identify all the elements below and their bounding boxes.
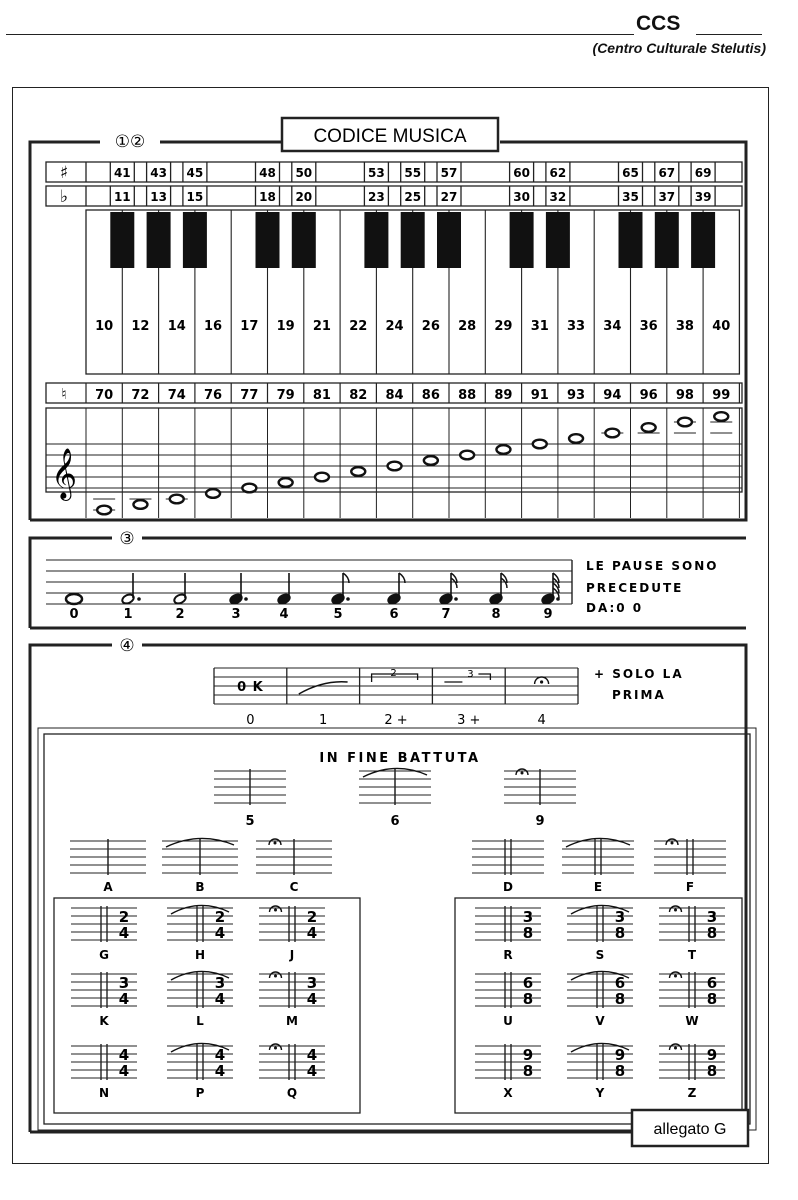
time-sig-numerator: 9 (522, 1046, 534, 1064)
duration-label: 3 (231, 607, 241, 622)
time-sig-numerator: 4 (118, 1046, 130, 1064)
time-sig-fermata-dot (274, 975, 277, 978)
sharp-code: 67 (658, 166, 676, 180)
whole-note (460, 451, 474, 460)
natural-symbol: ♮ (61, 385, 67, 403)
black-key (183, 212, 207, 268)
whole-note (533, 440, 547, 449)
natural-code: 96 (639, 388, 658, 403)
black-key (256, 212, 280, 268)
fermata-dot (540, 680, 543, 683)
duration-label: 8 (491, 607, 501, 622)
time-sig-denominator: 8 (706, 990, 718, 1008)
sharp-code-row (46, 162, 742, 183)
sharp-code: 65 (622, 166, 639, 180)
white-key-code: 14 (167, 319, 186, 334)
whole-note (351, 467, 365, 476)
duration-dot (346, 597, 350, 601)
sharp-code: 45 (186, 166, 204, 180)
time-sig-label: X (503, 1086, 513, 1100)
white-key-code: 38 (675, 319, 694, 334)
duration-dot (137, 597, 141, 601)
whole-note (133, 500, 147, 509)
time-sig-fermata-dot (274, 909, 277, 912)
duration-label: 7 (441, 607, 451, 622)
natural-code: 82 (349, 388, 368, 403)
time-sig-denominator: 8 (706, 1062, 718, 1080)
section-1-keyboard (30, 118, 746, 520)
duration-label: 9 (543, 607, 553, 622)
bar-type-label: C (289, 880, 299, 894)
piano-keyboard (86, 210, 739, 374)
time-sig-denominator: 8 (522, 1062, 534, 1080)
natural-code: 84 (385, 388, 404, 403)
whole-note (388, 462, 402, 471)
tuplet-3-label: 3 (467, 669, 474, 680)
black-key (437, 212, 461, 268)
time-sig-numerator: 3 (614, 908, 626, 926)
bar-type-label: F (685, 880, 695, 894)
time-sig-numerator: 3 (706, 908, 718, 926)
natural-code: 81 (312, 388, 331, 403)
header-subtitle: (Centro Culturale Stelutis) (592, 40, 766, 56)
fine-barlines (214, 768, 576, 829)
whole-note (315, 473, 329, 482)
time-sig-label: S (595, 948, 605, 962)
sharp-code: 69 (694, 166, 712, 180)
white-key-code: 21 (312, 319, 331, 334)
natural-code: 98 (675, 388, 694, 403)
duration-label: 6 (389, 607, 399, 622)
sharp-code: 53 (368, 166, 385, 180)
pitch-staff (46, 408, 742, 518)
flat-code: 18 (259, 190, 276, 204)
option-label: 1 (319, 713, 328, 728)
duration-label: 1 (123, 607, 133, 622)
whole-note (605, 429, 619, 438)
sharp-code: 62 (549, 166, 567, 180)
time-sig-label: Y (595, 1086, 605, 1100)
natural-code: 79 (276, 388, 295, 403)
section-3-durations (30, 529, 746, 628)
time-sig-label: Q (286, 1086, 298, 1100)
flat-symbol: ♭ (59, 187, 69, 207)
section-4-barlines (30, 636, 756, 1146)
time-sig-fermata-dot (274, 1047, 277, 1050)
flat-code: 23 (368, 190, 385, 204)
option-label: 2 + (384, 713, 408, 728)
natural-code: 86 (421, 388, 440, 403)
black-key (510, 212, 534, 268)
duration-staff (46, 560, 572, 622)
time-sig-numerator: 4 (214, 1046, 226, 1064)
whole-note (170, 495, 184, 504)
white-key-code: 22 (349, 319, 368, 334)
bar-type-tie (566, 838, 630, 847)
option-slur (299, 682, 348, 694)
white-key-code: 10 (95, 319, 114, 334)
whole-note (496, 445, 510, 454)
treble-clef: 𝄞 (50, 448, 78, 499)
natural-code: 70 (95, 388, 114, 403)
white-key-code: 16 (204, 319, 223, 334)
whole-note (242, 484, 256, 493)
white-key-code: 26 (421, 319, 440, 334)
time-sig-numerator: 9 (614, 1046, 626, 1064)
sharp-code: 43 (150, 166, 167, 180)
time-sig-denominator: 8 (614, 990, 626, 1008)
white-key-code: 40 (712, 319, 731, 334)
flat-code: 27 (440, 190, 458, 204)
white-key-code: 33 (567, 319, 586, 334)
staff-frame (46, 408, 742, 492)
flat-code: 35 (622, 190, 639, 204)
time-sig-fermata-dot (674, 909, 677, 912)
fine-bar-label: 6 (390, 814, 400, 829)
bar-type-label: E (593, 880, 603, 894)
sharp-code: 41 (113, 166, 131, 180)
time-sig-label: W (685, 1014, 699, 1028)
time-sig-numerator: 3 (214, 974, 226, 992)
time-sig-numerator: 9 (706, 1046, 718, 1064)
section1-title: CODICE MUSICA (313, 126, 467, 147)
time-sig-label: T (687, 948, 697, 962)
time-sig-denominator: 4 (118, 1062, 130, 1080)
bar-type-label: D (503, 880, 513, 894)
white-key-code: 24 (385, 319, 404, 334)
flat-code: 39 (694, 190, 712, 204)
flat-code: 37 (658, 190, 676, 204)
flat-code-row (46, 186, 742, 207)
time-sig-denominator: 4 (214, 990, 226, 1008)
time-sig-numerator: 3 (306, 974, 318, 992)
duration-note-head (66, 594, 82, 604)
fine-bar-label: 9 (535, 814, 545, 829)
black-key (292, 212, 316, 268)
header-title: CCS (636, 12, 681, 35)
black-key (655, 212, 679, 268)
duration-label: 0 (69, 607, 79, 622)
white-key-code: 19 (276, 319, 295, 334)
time-sig-denominator: 8 (614, 1062, 626, 1080)
whole-note (642, 423, 656, 432)
sharp-code: 57 (440, 166, 458, 180)
duration-label: 2 (175, 607, 185, 622)
time-sig-denominator: 8 (522, 990, 534, 1008)
flat-code: 11 (113, 190, 131, 204)
bar-type-fermata-dot (671, 842, 674, 845)
time-sig-label: V (595, 1014, 605, 1028)
time-sig-label: Z (687, 1086, 697, 1100)
whole-note (97, 506, 111, 515)
time-sig-numerator: 3 (522, 908, 534, 926)
sharp-code: 50 (295, 166, 313, 180)
black-key (110, 212, 134, 268)
time-sig-label: R (503, 948, 513, 962)
duration-label: 5 (333, 607, 343, 622)
black-key (147, 212, 171, 268)
time-sig-label: L (196, 1014, 204, 1028)
section3-marker: ③ (119, 529, 135, 548)
time-sig-fermata-dot (674, 975, 677, 978)
sharp-code: 55 (404, 166, 422, 180)
fine-bar-fermata-dot (521, 772, 524, 775)
sharp-code: 60 (513, 166, 530, 180)
ending-options (214, 668, 578, 728)
black-key (619, 212, 643, 268)
solo-note-line2: PRIMA (612, 688, 666, 702)
time-sig-label: K (99, 1014, 109, 1028)
natural-code: 94 (603, 388, 622, 403)
time-sig-numerator: 2 (214, 908, 226, 926)
white-key-code: 31 (530, 319, 549, 334)
whole-note (424, 456, 438, 465)
natural-code: 89 (494, 388, 513, 403)
whole-note (714, 412, 728, 421)
time-sig-numerator: 6 (522, 974, 534, 992)
option-label: 3 + (457, 713, 481, 728)
fine-bar-label: 5 (245, 814, 255, 829)
solo-note-line1: + SOLO LA (594, 667, 684, 681)
white-key-code: 12 (131, 319, 150, 334)
white-key-code: 29 (494, 319, 513, 334)
black-key (401, 212, 425, 268)
time-sig-fermata-dot (674, 1047, 677, 1050)
tuplet-2-label: 2 (390, 668, 397, 679)
flat-code: 30 (513, 190, 530, 204)
black-key (546, 212, 570, 268)
whole-note (206, 489, 220, 498)
whole-note (279, 478, 293, 487)
time-sig-denominator: 4 (118, 990, 130, 1008)
allegato-label: allegato G (653, 1121, 727, 1138)
option-label: 0 (246, 713, 255, 728)
natural-code: 76 (204, 388, 223, 403)
option-ok-label: 0 K (237, 680, 264, 695)
bar-type-label: B (195, 880, 205, 894)
duration-dot (454, 597, 458, 601)
whole-note (569, 434, 583, 443)
white-key-code: 36 (639, 319, 658, 334)
duration-dot (244, 597, 248, 601)
flat-code: 25 (404, 190, 422, 204)
time-sig-denominator: 8 (522, 924, 534, 942)
white-key-code: 34 (603, 319, 622, 334)
time-sig-numerator: 2 (118, 908, 130, 926)
time-sig-label: H (194, 948, 206, 962)
sharp-symbol: ♯ (59, 163, 69, 183)
natural-code: 99 (712, 388, 731, 403)
natural-code: 72 (131, 388, 150, 403)
natural-code: 74 (167, 388, 186, 403)
black-key (364, 212, 388, 268)
white-key-code: 17 (240, 319, 259, 334)
section1-marker: ①② (114, 132, 146, 151)
flat-code: 13 (150, 190, 167, 204)
time-sig-numerator: 4 (306, 1046, 318, 1064)
duration-label: 4 (279, 607, 289, 622)
flat-code: 15 (186, 190, 204, 204)
time-sig-denominator: 4 (214, 1062, 226, 1080)
time-sig-numerator: 6 (706, 974, 718, 992)
section4-marker: ④ (119, 636, 135, 655)
flat-code: 20 (295, 190, 313, 204)
natural-code: 88 (458, 388, 477, 403)
time-sig-denominator: 4 (118, 924, 130, 942)
inner-box-outer (38, 728, 756, 1130)
flat-code: 32 (549, 190, 567, 204)
natural-code-row (46, 383, 742, 403)
time-sig-denominator: 8 (706, 924, 718, 942)
time-sig-denominator: 4 (306, 1062, 318, 1080)
time-sig-denominator: 4 (306, 990, 318, 1008)
whole-note (678, 418, 692, 427)
black-key (691, 212, 715, 268)
natural-code: 91 (530, 388, 549, 403)
time-sig-label: G (99, 948, 109, 962)
natural-code: 77 (240, 388, 259, 403)
time-sig-label: P (195, 1086, 205, 1100)
rest-note-line3: DA:0 0 (586, 601, 644, 615)
time-sig-denominator: 4 (306, 924, 318, 942)
time-sig-numerator: 3 (118, 974, 130, 992)
option-label: 4 (537, 713, 546, 728)
rest-note-line1: LE PAUSE SONO (586, 559, 719, 573)
time-sig-label: N (98, 1086, 110, 1100)
time-sig-label: M (286, 1014, 298, 1028)
time-sig-denominator: 4 (214, 924, 226, 942)
bar-type-label: A (103, 880, 113, 894)
time-sig-numerator: 6 (614, 974, 626, 992)
bar-type-fermata-dot (274, 842, 277, 845)
time-sig-label: J (289, 948, 295, 962)
inner-box (44, 734, 750, 1124)
time-sig-denominator: 8 (614, 924, 626, 942)
bar-types (70, 838, 726, 894)
time-signatures (71, 905, 725, 1100)
rest-note-line2: PRECEDUTE (586, 581, 684, 595)
white-key-code: 28 (458, 319, 477, 334)
natural-code: 93 (567, 388, 586, 403)
fine-title: IN FINE BATTUTA (319, 751, 481, 766)
sharp-code: 48 (259, 166, 276, 180)
time-sig-label: U (503, 1014, 513, 1028)
time-sig-numerator: 2 (306, 908, 318, 926)
